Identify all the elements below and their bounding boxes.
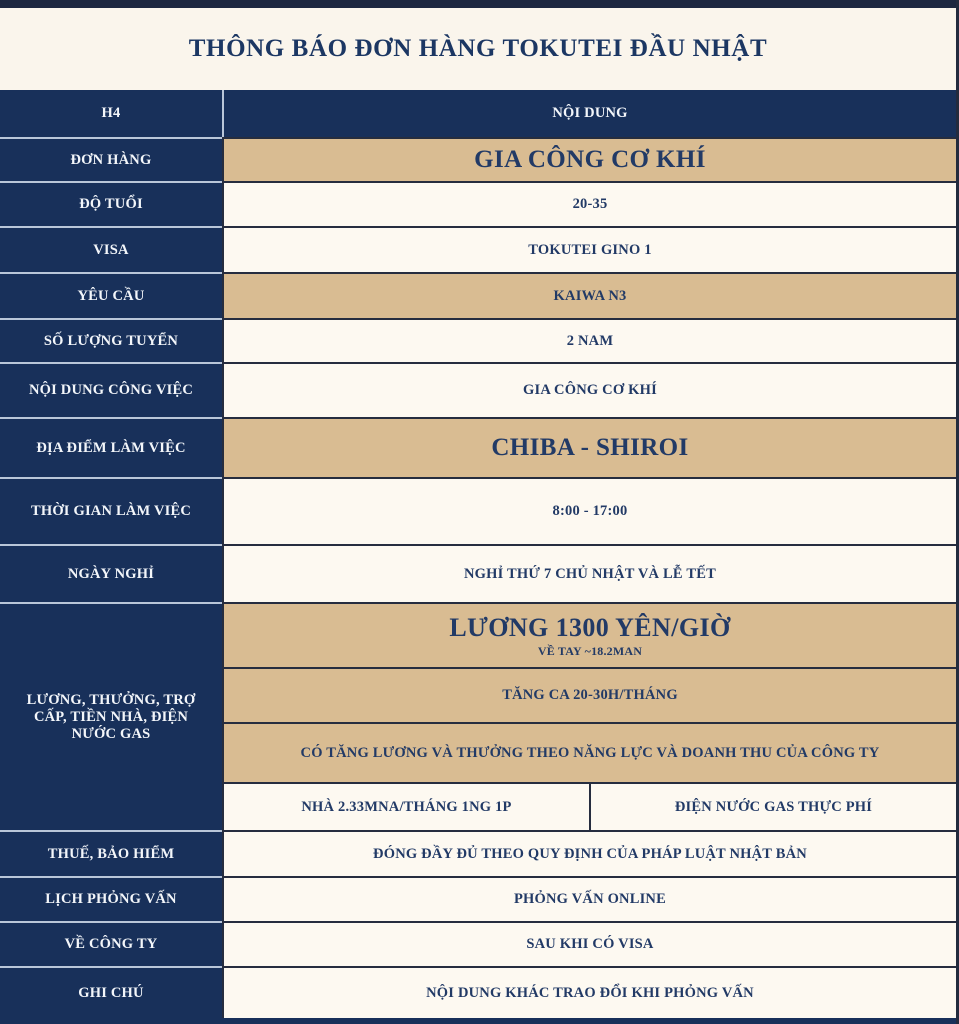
row-label-visa: VISA — [0, 226, 222, 272]
row-label-ve-cong-ty: VỀ CÔNG TY — [0, 921, 222, 966]
row-value-lich-phong-van: PHỎNG VẤN ONLINE — [222, 876, 956, 921]
header-col-noi-dung: NỘI DUNG — [222, 90, 956, 137]
row-don-hang — [0, 137, 956, 181]
row-value-ve-cong-ty: SAU KHI CÓ VISA — [222, 921, 956, 966]
row-ghi-chu — [0, 966, 956, 1018]
row-do-tuoi — [0, 181, 956, 226]
row-label-yeu-cau: YÊU CẦU — [0, 272, 222, 318]
salary-wage-main: LƯƠNG 1300 YÊN/GIỜ — [449, 612, 731, 642]
row-label-thoi-gian-lam-viec: THỜI GIAN LÀM VIỆC — [0, 477, 222, 544]
row-value-ghi-chu: NỘI DUNG KHÁC TRAO ĐỔI KHI PHỎNG VẤN — [222, 966, 956, 1018]
salary-housing-utilities-row — [222, 782, 956, 830]
row-label-lich-phong-van: LỊCH PHỎNG VẤN — [0, 876, 222, 921]
row-label-don-hang: ĐƠN HÀNG — [0, 137, 222, 181]
row-value-do-tuoi: 20-35 — [222, 181, 956, 226]
row-value-so-luong-tuyen: 2 NAM — [222, 318, 956, 362]
row-luong-thuong — [0, 602, 956, 830]
row-label-noi-dung-cong-viec: NỘI DUNG CÔNG VIỆC — [0, 362, 222, 417]
row-value-noi-dung-cong-viec: GIA CÔNG CƠ KHÍ — [222, 362, 956, 417]
row-value-yeu-cau: KAIWA N3 — [222, 272, 956, 318]
row-thue-bao-hiem — [0, 830, 956, 876]
row-noi-dung-cong-viec — [0, 362, 956, 417]
job-details-table — [0, 90, 956, 1018]
salary-housing-cell: NHÀ 2.33MNA/THÁNG 1NG 1P — [222, 782, 589, 830]
row-label-so-luong-tuyen: SỐ LƯỢNG TUYỂN — [0, 318, 222, 362]
row-label-dia-diem-lam-viec: ĐỊA ĐIỂM LÀM VIỆC — [0, 417, 222, 477]
salary-take-home: VỀ TAY ~18.2MAN — [537, 643, 643, 658]
row-label-ngay-nghi: NGÀY NGHỈ — [0, 544, 222, 602]
row-label-ghi-chu: GHI CHÚ — [0, 966, 222, 1018]
table-header-row — [0, 90, 956, 137]
row-so-luong-tuyen — [0, 318, 956, 362]
row-visa — [0, 226, 956, 272]
row-value-thoi-gian-lam-viec: 8:00 - 17:00 — [222, 477, 956, 544]
row-value-ngay-nghi: NGHỈ THỨ 7 CHỦ NHẬT VÀ LỄ TẾT — [222, 544, 956, 602]
page-title: THÔNG BÁO ĐƠN HÀNG TOKUTEI ĐẦU NHẬT — [188, 35, 768, 62]
row-value-dia-diem-lam-viec: CHIBA - SHIROI — [222, 417, 956, 477]
row-label-luong-thuong: LƯƠNG, THƯỞNG, TRỢ CẤP, TIỀN NHÀ, ĐIỆN NƯỚC GAS — [0, 602, 222, 830]
salary-raise-cell: CÓ TĂNG LƯƠNG VÀ THƯỞNG THEO NĂNG LỰC VÀ DOANH THU CỦA CÔNG TY — [222, 722, 956, 782]
row-ngay-nghi — [0, 544, 956, 602]
row-label-thue-bao-hiem: THUẾ, BẢO HIỂM — [0, 830, 222, 876]
row-ve-cong-ty — [0, 921, 956, 966]
row-dia-diem-lam-viec — [0, 417, 956, 477]
row-yeu-cau — [0, 272, 956, 318]
salary-overtime-cell: TĂNG CA 20-30H/THÁNG — [222, 667, 956, 722]
top-border-strip — [0, 0, 956, 8]
row-value-don-hang: GIA CÔNG CƠ KHÍ — [222, 137, 956, 181]
row-lich-phong-van — [0, 876, 956, 921]
header-col-h4: H4 — [0, 90, 222, 137]
bottom-border-strip — [0, 1018, 956, 1024]
row-value-visa: TOKUTEI GINO 1 — [222, 226, 956, 272]
row-thoi-gian-lam-viec — [0, 477, 956, 544]
title-area — [0, 8, 956, 90]
salary-utilities-cell: ĐIỆN NƯỚC GAS THỰC PHÍ — [589, 782, 956, 830]
row-value-thue-bao-hiem: ĐÓNG ĐẦY ĐỦ THEO QUY ĐỊNH CỦA PHÁP LUẬT NHẬT BẢN — [222, 830, 956, 876]
salary-wage-cell — [222, 602, 956, 667]
row-label-do-tuoi: ĐỘ TUỔI — [0, 181, 222, 226]
salary-subrows — [222, 602, 956, 830]
